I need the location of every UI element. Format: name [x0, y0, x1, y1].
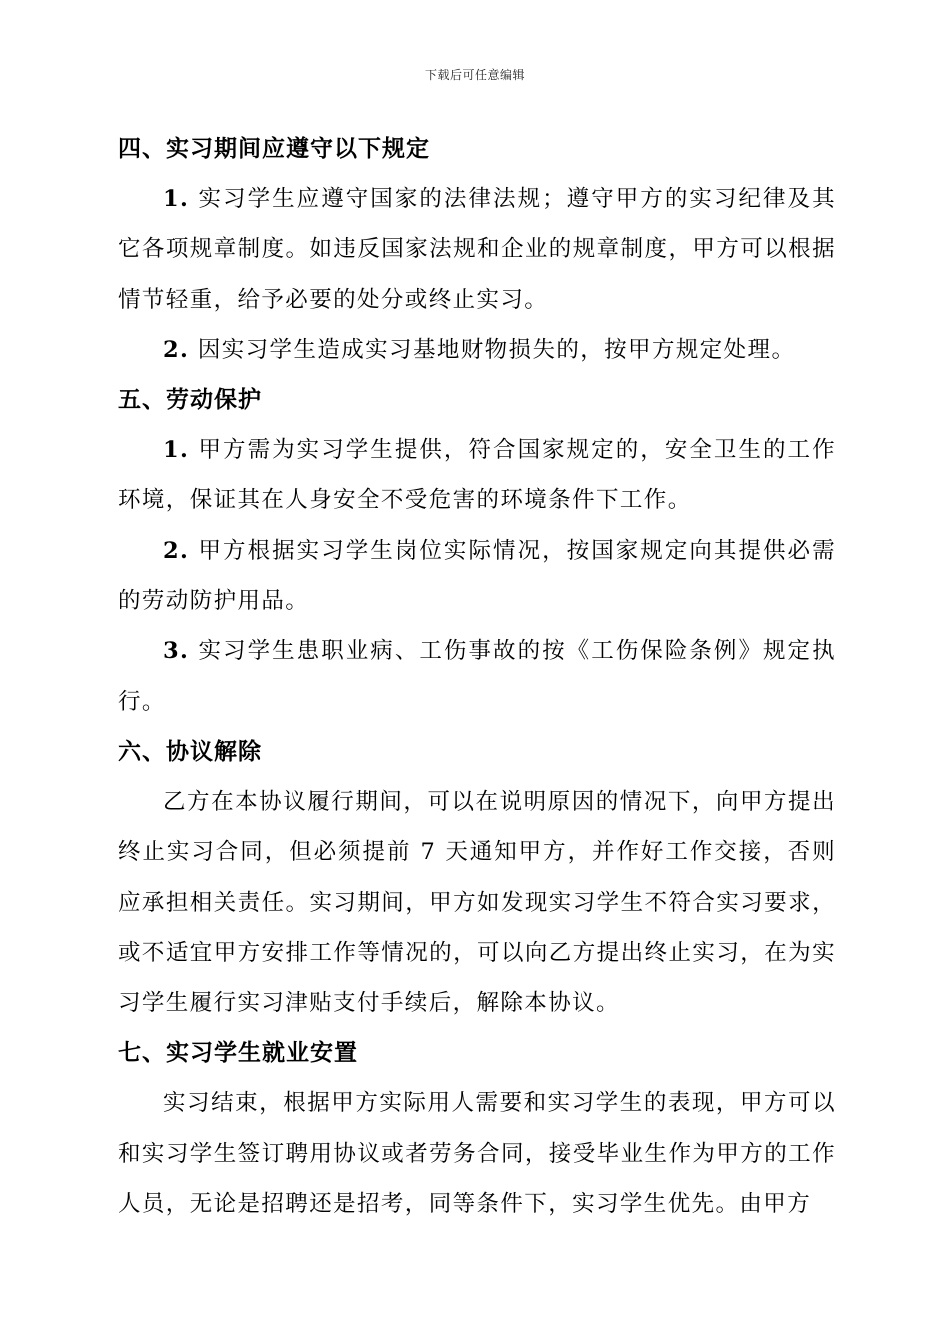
paragraph-number: 3.: [163, 638, 190, 665]
paragraph-number: 2.: [163, 336, 190, 363]
paragraph-rules-2: [118, 325, 836, 375]
paragraph-text: 实习学生应遵守国家的法律法规；遵守甲方的实习纪律及其它各项规章制度。如违反国家法规和企业的规章制度，甲方可以根据情节轻重，给予必要的处分或终止实习。: [118, 186, 836, 313]
paragraph-number: 1.: [163, 186, 190, 212]
section-heading-labor-protection: 五、劳动保护: [118, 387, 262, 414]
page-header-note: 下载后可任意编辑: [424, 68, 525, 82]
paragraph-labor-2: [118, 526, 836, 627]
paragraph-labor-3: [118, 626, 836, 727]
paragraph-text: 因实习学生造成实习基地财物损失的，按甲方规定处理。: [197, 336, 796, 363]
paragraph-number: 1.: [163, 437, 190, 464]
paragraph-text: 甲方需为实习学生提供，符合国家规定的，安全卫生的工作环境，保证其在人身安全不受危害的环境条件下工作。: [118, 437, 836, 514]
document-body: [118, 124, 836, 1229]
paragraph-rules-1: [118, 174, 836, 325]
section-heading-employment: 七、实习学生就业安置: [118, 1040, 358, 1067]
paragraph-number: 2.: [163, 537, 190, 564]
paragraph-labor-1: [118, 425, 836, 526]
section-heading-termination: 六、协议解除: [118, 738, 262, 765]
paragraph-employment: 实习结束，根据甲方实际用人需要和实习学生的表现，甲方可以和实习学生签订聘用协议或者劳务合同，接受毕业生作为甲方的工作人员，无论是招聘还是招考，同等条件下，实习学生优先。由甲方: [118, 1090, 836, 1218]
paragraph-termination: 乙方在本协议履行期间，可以在说明原因的情况下，向甲方提出终止实习合同，但必须提前 7 天通知甲方，并作好工作交接，否则应承担相关责任。实习期间，甲方如发现实习学生不符合实习要求，或不适宜甲方安排工作等情况的，可以向乙方提出终止实习，在为实习学生履行实习津贴支付手续后，解除本协议。: [118, 788, 836, 1017]
section-heading-rules: 四、实习期间应遵守以下规定: [118, 136, 430, 162]
paragraph-text: 实习学生患职业病、工伤事故的按《工伤保险条例》规定执行。: [118, 638, 836, 715]
paragraph-text: 甲方根据实习学生岗位实际情况，按国家规定向其提供必需的劳动防护用品。: [118, 537, 836, 615]
